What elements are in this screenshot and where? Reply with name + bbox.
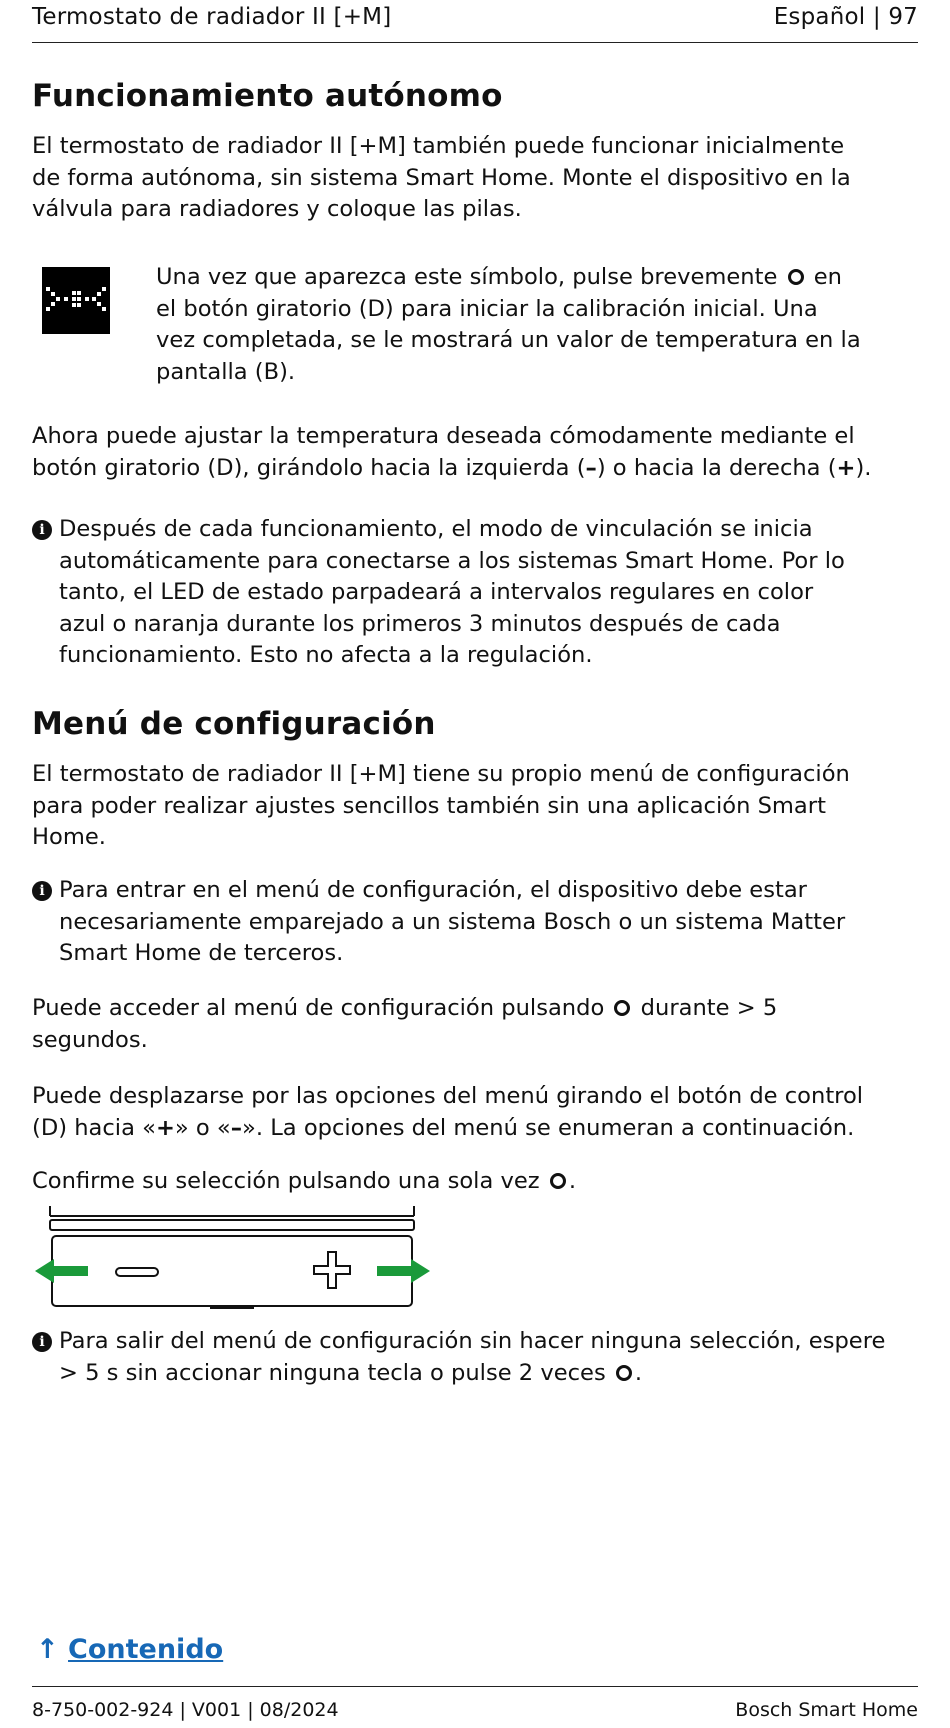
control-button-icon: [616, 1365, 632, 1381]
contents-link-label[interactable]: Contenido: [68, 1634, 224, 1665]
autonomous-intro: [32, 131, 851, 226]
thermostat-control-illustration: [32, 1204, 432, 1314]
heading-configuration-menu: Menú de configuración: [32, 706, 436, 742]
text-span: ». La opciones del menú se enumeran a continuación.: [242, 1114, 855, 1141]
control-button-icon: [788, 269, 804, 285]
text-line: segundos.: [32, 1026, 148, 1053]
info-icon: i: [32, 1332, 52, 1352]
minus-symbol: –: [585, 454, 597, 481]
text-span: ) o hacia la derecha (: [596, 454, 837, 481]
up-arrow-icon: ↑: [36, 1634, 59, 1665]
text-line: [59, 1358, 885, 1390]
text-line: El termostato de radiador II [+M] también puede funcionar inicialmente: [32, 133, 845, 159]
text-span: en: [813, 264, 842, 290]
text-span: Una vez que aparezca este símbolo, pulse brevemente: [156, 264, 778, 290]
confirm-selection-text: [32, 1166, 576, 1198]
text-line: Puede desplazarse por las opciones del menú girando el botón de control: [32, 1083, 864, 1109]
text-line: El termostato de radiador II [+M] tiene su propio menú de configuración: [32, 761, 850, 787]
text-span: durante > 5: [640, 995, 778, 1021]
minus-symbol: –: [230, 1114, 243, 1141]
control-button-icon: [550, 1173, 566, 1189]
brand-name: Bosch Smart Home: [735, 1699, 918, 1721]
text-span: ).: [855, 454, 872, 481]
text-line: [32, 453, 871, 485]
menu-scroll-text: [32, 1081, 863, 1144]
text-line: Después de cada funcionamiento, el modo de vinculación se inicia: [59, 516, 813, 542]
symbol-instruction: [156, 262, 861, 388]
text-line: el botón giratorio (D) para iniciar la calibración inicial. Una: [156, 295, 818, 322]
text-span: > 5 s sin accionar ninguna tecla o pulse 2 veces: [59, 1359, 606, 1386]
text-line: funcionamiento. Esto no afecta a la regulación.: [59, 642, 593, 668]
text-span: .: [568, 1168, 576, 1194]
text-span: » o «: [174, 1114, 231, 1141]
text-line: [156, 262, 861, 294]
text-span: Puede acceder al menú de configuración pulsando: [32, 995, 605, 1021]
text-line: válvula para radiadores y coloque las pilas.: [32, 196, 522, 222]
text-line: [32, 993, 777, 1025]
text-span: Confirme su selección pulsando una sola vez: [32, 1168, 540, 1194]
info-icon: i: [32, 881, 52, 901]
text-line: Para entrar en el menú de configuración, el dispositivo debe estar: [59, 877, 807, 903]
plus-symbol: +: [836, 454, 856, 481]
document-id: 8-750-002-924 | V001 | 08/2024: [32, 1699, 339, 1721]
header-page-number: Español | 97: [773, 4, 918, 30]
plus-symbol: +: [155, 1114, 175, 1141]
text-span: .: [634, 1359, 643, 1386]
control-button-icon: [614, 1000, 630, 1016]
text-span: botón giratorio (D), girándolo hacia la izquierda (: [32, 454, 586, 481]
text-line: pantalla (B).: [156, 358, 296, 385]
text-line: tanto, el LED de estado parpadeará a intervalos regulares en color: [59, 579, 814, 605]
heading-autonomous-operation: Funcionamiento autónomo: [32, 78, 503, 114]
adjust-temperature-text: [32, 421, 871, 484]
header-title: Termostato de radiador II [+M]: [32, 4, 392, 30]
pairing-required-note: [59, 875, 845, 970]
text-line: [32, 1113, 863, 1145]
text-line: Smart Home de terceros.: [59, 940, 344, 966]
text-line: azul o naranja durante los primeros 3 minutos después de cada: [59, 610, 781, 637]
exit-menu-note: [59, 1326, 885, 1389]
page-header: [32, 4, 918, 43]
text-line: vez completada, se le mostrará un valor de temperatura en la: [156, 327, 861, 353]
text-line: Home.: [32, 824, 106, 850]
page-footer: [32, 1686, 918, 1721]
menu-access-text: [32, 993, 777, 1056]
configuration-intro: [32, 759, 850, 854]
text-line: para poder realizar ajustes sencillos también sin una aplicación Smart: [32, 792, 826, 819]
info-icon: i: [32, 520, 52, 540]
text-span: (D) hacia «: [32, 1114, 156, 1141]
text-line: Para salir del menú de configuración sin hacer ninguna selección, espere: [59, 1328, 886, 1354]
text-line: Ahora puede ajustar la temperatura deseada cómodamente mediante el: [32, 423, 855, 449]
calibration-symbol-icon: [42, 267, 110, 334]
text-line: necesariamente emparejado a un sistema Bosch o un sistema Matter: [59, 908, 846, 935]
text-line: de forma autónoma, sin sistema Smart Home. Monte el dispositivo en la: [32, 164, 851, 191]
contents-link[interactable]: [36, 1634, 223, 1665]
text-line: automáticamente para conectarse a los sistemas Smart Home. Por lo: [59, 547, 845, 574]
pairing-mode-note: [59, 514, 845, 672]
